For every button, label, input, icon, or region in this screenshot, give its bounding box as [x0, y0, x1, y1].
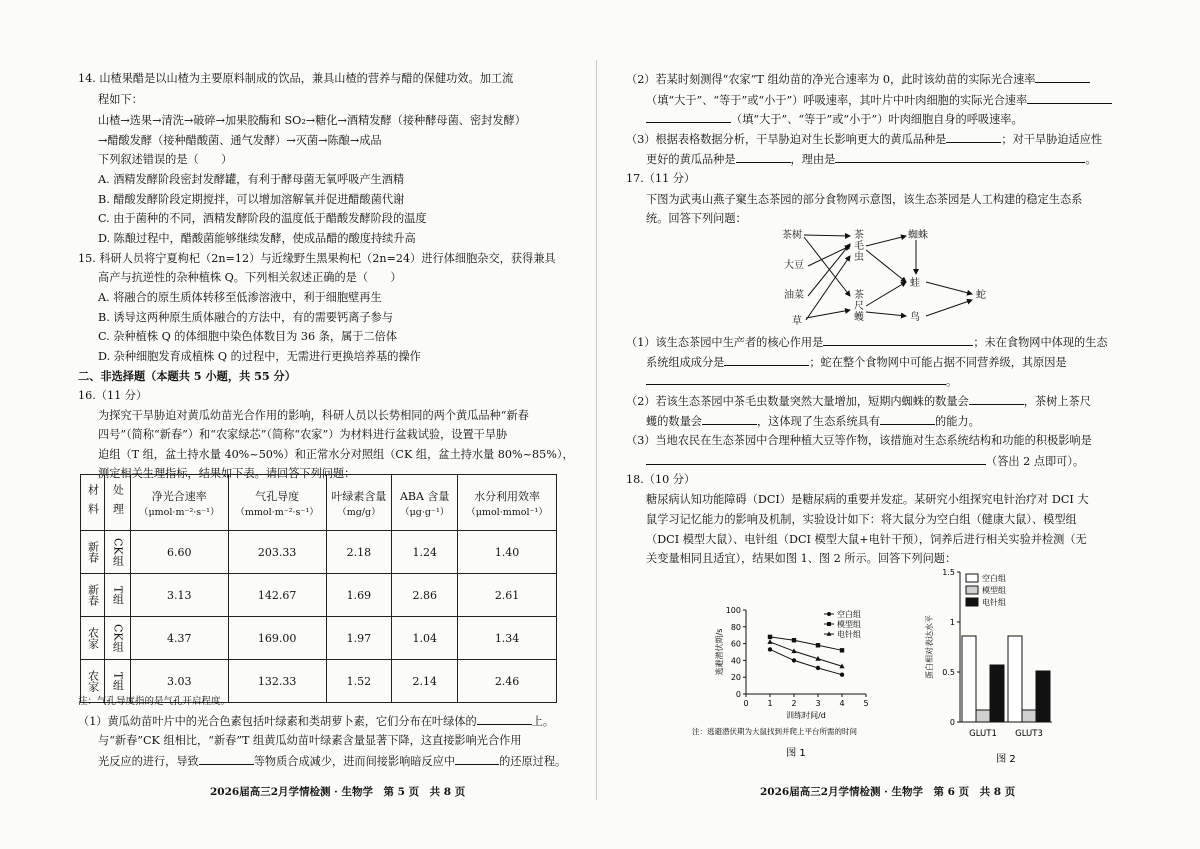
legend-label: 空白组 [982, 574, 1006, 583]
table-header-row [81, 475, 557, 531]
q14-option-a: A. 酒精发酵阶段密封发酵罐，有利于酵母菌无氧呼吸产生酒精 [98, 173, 405, 186]
section-title: 二、非选择题（本题共 5 小题，共 55 分） [78, 369, 296, 383]
legend-label: 电针组 [982, 598, 1006, 607]
q16-para-2: 四号”（简称“新春”）和“农家绿芯”（简称“农家”）为材料进行盆栽试验，设置干旱胁 [98, 428, 508, 441]
data-point [816, 666, 820, 670]
bar-glut1-1 [962, 636, 976, 722]
x-tick-label: 0 [743, 699, 749, 708]
data-table [80, 474, 557, 703]
legend-marker [827, 622, 831, 626]
figure-note: 注：逃避潜伏期为大鼠找到并爬上平台所需的时间 [692, 727, 857, 736]
table-row: 新春 T组 3.13 142.67 1.69 2.86 2.61 [81, 574, 557, 617]
table-row: 农家 T组 3.03 132.33 1.52 2.14 2.46 [81, 660, 557, 703]
data-point [792, 638, 796, 642]
node-soybean: 大豆 [784, 260, 804, 271]
q17-para-1: 下图为武夷山燕子窠生态茶园的部分食物网示意图，该生态茶园是人工构建的稳定生态系 [646, 193, 1083, 206]
y-axis-label: 蛋白相对表达水平 [925, 615, 934, 679]
y-axis-label: 逃避潜伏期/s [715, 628, 724, 676]
table-header: 叶绿素含量 （mg/g） [326, 475, 392, 531]
q16-sub1-line2: 与“新春”CK 组相比，“新春”T 组黄瓜幼苗叶绿素含量显著下降，这直接影响光合作用 [98, 734, 522, 747]
q16-sub2-line3: （填“大于”、“等于”或“小于”）叶肉细胞自身的呼吸速率。 [646, 112, 1023, 127]
q14-flow-1: 山楂→选果→清洗→破碎→加果胶酶和 SO₂→糖化→酒精发酵（接种酵母菌、密封发酵） [98, 114, 526, 127]
q14-flow-2: →醋酸发酵（接种醋酸菌、通气发酵）→灭菌→陈酿→成品 [98, 134, 382, 147]
legend-label: 空白组 [837, 610, 861, 619]
y-tick-label: 60 [730, 639, 741, 649]
food-web-diagram [760, 226, 1030, 330]
q15-option-d: D. 杂种细胞发育成植株 Q 的过程中，无需进行更换培养基的操作 [98, 350, 421, 363]
x-tick-label: 1 [767, 699, 773, 708]
q16-sub3-line2: 更好的黄瓜品种是 ，理由是 。 [646, 153, 1097, 166]
figure-1-caption: 图 1 [786, 748, 806, 759]
q15-option-b: B. 诱导这两种原生质体融合的方法中，有的需要钙离子参与 [98, 311, 394, 324]
q16-sub1-line1: （1）黄瓜幼苗叶片中的光合色素包括叶绿素和类胡萝卜素，它们分布在叶绿体的 上。 [78, 715, 555, 728]
legend-swatch [966, 574, 978, 582]
data-point [768, 635, 772, 639]
q17-sub2-line2: 蠖的数量会 ，这体现了生态系统具有 的能力。 [646, 415, 980, 428]
q18-para-3: （DCI 模型大鼠）、电针组（DCI 模型大鼠+电针干预），饲养后进行相关实验并检测（无 [646, 533, 1087, 546]
node-caterpillar-2: 毛 [854, 241, 864, 252]
y-tick-label: 0 [949, 718, 955, 727]
q17-sub3-line2: （答出 2 点即可）。 [646, 454, 1084, 469]
figure-2-caption: 图 2 [996, 754, 1016, 765]
data-point [792, 658, 796, 662]
bar-glut3-2 [1022, 710, 1036, 722]
q16-para-1: 为探究干旱胁迫对黄瓜幼苗光合作用的影响，科研人员以长势相同的两个黄瓜品种“新春 [98, 409, 529, 422]
q17-sub1-line1: （1）该生态茶园中生产者的核心作用是 ；未在食物网中体现的生态 [626, 336, 1108, 349]
q15-stem-2: 高产与抗逆性的杂种植株 Q。下列相关叙述正确的是（ ） [98, 271, 402, 284]
q16-para-4: 测定相关生理指标，结果如下表。请回答下列问题： [98, 467, 356, 480]
q16-para-3: 迫组（T 组，盆土持水量 40%~50%）和正常水分对照组（CK 组，盆土持水量 80%~85%）， [98, 448, 574, 461]
table-header: 材料 [81, 475, 105, 531]
series-line-1 [770, 649, 842, 674]
figure-1-line-chart [690, 596, 890, 766]
node-inchworm-2: 尺 [854, 301, 864, 312]
q18-para-4: 关变量相同且适宜），结果如图 1、图 2 所示。回答下列问题： [646, 552, 957, 565]
q17-sub1-line2: 系统组成成分是 ；蛇在整个食物网中可能占据不同营养级，其原因是 [646, 356, 1067, 369]
table-note: 注：气孔导度指的是气孔开启程度。 [78, 696, 231, 707]
data-point [816, 643, 820, 647]
series-line-2 [770, 637, 842, 650]
table-row: 新春 CK组 6.60 203.33 2.18 1.24 1.40 [81, 531, 557, 574]
q16-number: 16.（11 分） [78, 389, 148, 402]
data-point [768, 647, 772, 651]
node-inchworm-3: 蠖 [854, 312, 864, 323]
page-footer: 2026届高三2月学情检测 · 生物学 第 5 页 共 8 页 [210, 786, 466, 798]
q17-para-2: 统。回答下列问题： [646, 212, 747, 225]
x-tick-label: GLUT3 [1015, 729, 1043, 739]
q17-number: 17.（11 分） [626, 172, 696, 185]
y-tick-label: 1 [949, 618, 955, 627]
y-tick-label: 20 [730, 673, 741, 683]
q14-stem: 14. 山楂果醋是以山楂为主要原料制成的饮品，兼具山楂的营养与醋的保健功效。加工流 [78, 72, 514, 85]
y-tick-label: 80 [730, 622, 741, 632]
x-axis-label: 训练时间/d [786, 711, 826, 720]
node-rapeseed: 油菜 [784, 290, 804, 301]
data-point [767, 639, 772, 644]
node-grass: 草 [792, 316, 802, 327]
q15-option-c: C. 杂种植株 Q 的体细胞中染色体数目为 36 条，属于二倍体 [98, 330, 398, 343]
node-frog: 蛙 [910, 278, 920, 289]
page-6 [600, 0, 1200, 849]
q16-sub2-line2: （填“大于”、“等于”或“小于”）呼吸速率，其叶片中叶肉细胞的实际光合速率 [646, 93, 1112, 108]
legend-label: 模型组 [982, 586, 1006, 595]
q16-sub3-line1: （3）根据表格数据分析，干旱胁迫对生长影响更大的黄瓜品种是 ；对干旱胁迫适应性 [626, 133, 1103, 146]
q15-option-a: A. 将融合的原生质体转移至低渗溶液中，利于细胞壁再生 [98, 291, 382, 304]
q17-sub1-line3: 。 [646, 374, 957, 389]
node-tea-tree: 茶树 [782, 230, 802, 241]
legend-label: 电针组 [837, 630, 861, 639]
table-header: 水分利用效率 （μmol·mmol⁻¹） [458, 475, 557, 531]
q14-option-d: D. 陈酿过程中，醋酸菌能够继续发酵，使成品醋的酸度持续升高 [98, 232, 416, 245]
x-tick-label: 4 [839, 699, 845, 708]
q17-sub2-line1: （2）若该生态茶园中茶毛虫数量突然大量增加，短期内蜘蛛的数量会 ，茶树上茶尺 [626, 395, 1091, 408]
q16-sub1-line3: 光反应的进行，导致 等物质合成减少，进而间接影响暗反应中 的还原过程。 [98, 755, 567, 768]
bar-glut1-3 [990, 665, 1004, 722]
data-point [840, 672, 844, 676]
legend-label: 模型组 [837, 620, 861, 629]
x-tick-label: 5 [863, 699, 869, 708]
x-tick-label: 3 [815, 699, 821, 708]
figure-2-bar-chart [920, 566, 1060, 766]
page-footer: 2026届高三2月学情检测 · 生物学 第 6 页 共 8 页 [760, 786, 1016, 798]
node-caterpillar-1: 茶 [854, 230, 864, 241]
node-inchworm-1: 茶 [854, 290, 864, 301]
y-tick-label: 40 [730, 656, 741, 666]
q15-stem: 15. 科研人员将宁夏枸杞（2n=12）与近缘野生黑果枸杞（2n=24）进行体细胞杂交，获得兼具 [78, 252, 556, 265]
x-tick-label: 2 [791, 699, 797, 708]
q14-option-c: C. 由于菌种的不同，酒精发酵阶段的温度低于醋酸发酵阶段的温度 [98, 212, 427, 225]
legend-marker [827, 612, 831, 616]
q14-ask: 下列叙述错误的是（ ） [98, 153, 233, 166]
q18-number: 18.（10 分） [626, 473, 696, 486]
q14-stem-2: 程如下： [98, 93, 143, 106]
q14-option-b: B. 醋酸发酵阶段定期搅拌，可以增加溶解氧并促进醋酸菌代谢 [98, 193, 405, 206]
node-spider: 蜘蛛 [908, 230, 928, 241]
q18-para-1: 糖尿病认知功能障碍（DCI）是糖尿病的重要并发症。某研究小组探究电针治疗对 DCI 大 [646, 493, 1089, 506]
data-point [840, 648, 844, 652]
x-tick-label: GLUT1 [969, 729, 997, 739]
legend-swatch [966, 598, 978, 606]
node-snake: 蛇 [976, 290, 986, 301]
bar-glut3-1 [1008, 636, 1022, 722]
q17-sub3-line1: （3）当地农民在生态茶园中合理种植大豆等作物，该措施对生态系统结构和功能的积极影响是 [626, 434, 1092, 447]
table-header: ABA 含量 （μg·g⁻¹） [392, 475, 458, 531]
y-tick-label: 0.5 [942, 668, 955, 677]
bar-glut3-3 [1036, 671, 1050, 722]
y-tick-label: 1.5 [942, 568, 955, 577]
table-header: 处理 [104, 475, 130, 531]
table-header: 气孔导度 （mmol·m⁻²·s⁻¹） [228, 475, 326, 531]
table-header: 净光合速率 （μmol·m⁻²·s⁻¹） [130, 475, 228, 531]
q18-para-2: 鼠学习记忆能力的影响及机制，实验设计如下：将大鼠分为空白组（健康大鼠）、模型组 [646, 513, 1077, 526]
y-tick-label: 100 [725, 606, 741, 615]
node-caterpillar-3: 虫 [854, 252, 864, 263]
q16-sub2-line1: （2）若某时刻测得“农家”T 组幼苗的净光合速率为 0，此时该幼苗的实际光合速率 [626, 72, 1090, 87]
y-tick-label: 0 [735, 690, 741, 699]
node-bird: 鸟 [910, 312, 920, 323]
table-row: 农家 CK组 4.37 169.00 1.97 1.04 1.34 [81, 617, 557, 660]
bar-glut1-2 [976, 710, 990, 722]
legend-swatch [966, 586, 978, 594]
